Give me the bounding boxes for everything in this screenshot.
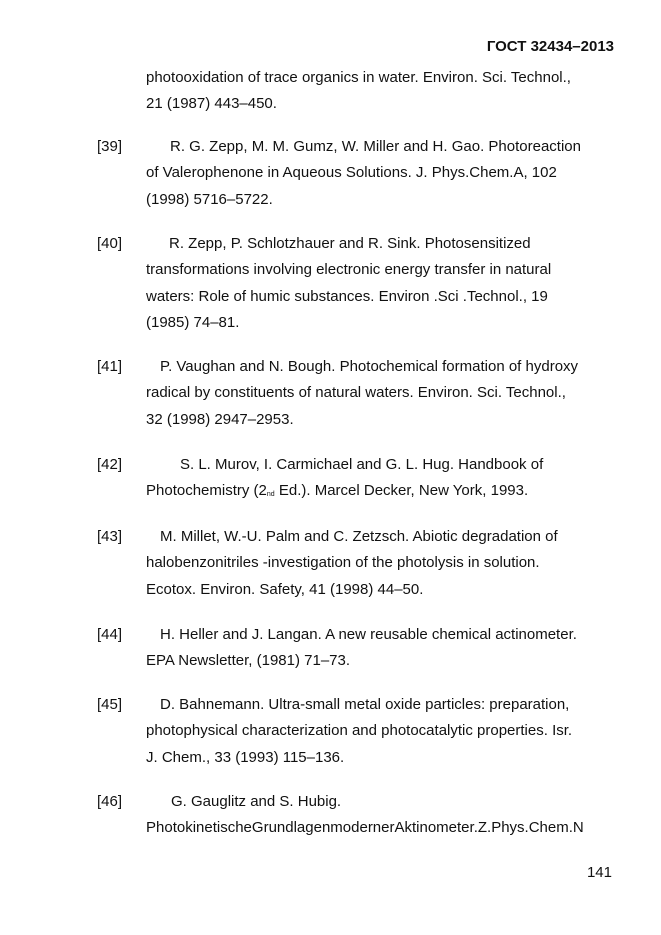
reference-number: [41] xyxy=(97,358,123,375)
text-line: 21 (1987) 443–450. xyxy=(146,95,277,113)
text-line: (1998) 5716–5722. xyxy=(146,190,273,208)
text-line: H. Heller and J. Langan. A new reusable chemical actinometer. xyxy=(160,626,577,643)
text-line: Ecotox. Environ. Safety, 41 (1998) 44–50. xyxy=(146,580,424,598)
text-fragment: Ed.). Marcel Decker, New York, 1993. xyxy=(274,482,529,500)
ordinal-suffix: nd xyxy=(266,491,275,499)
text-line: M. Millet, W.-U. Palm and C. Zetzsch. Abiotic degradation of xyxy=(160,528,558,545)
text-line: radical by constituents of natural waters. Environ. Sci. Technol., xyxy=(146,384,566,402)
text-line: R. G. Zepp, M. M. Gumz, W. Miller and H. Gao. Photoreaction xyxy=(170,138,581,155)
reference-number: [39] xyxy=(97,138,123,155)
text-line: 32 (1998) 2947–2953. xyxy=(146,410,294,428)
text-line: waters: Role of humic substances. Environ .Sci .Technol., 19 xyxy=(146,287,548,305)
text-fragment: Photochemistry (2 xyxy=(146,482,267,500)
text-line xyxy=(146,478,616,508)
reference-number: [44] xyxy=(97,626,123,643)
text-line: R. Zepp, P. Schlotzhauer and R. Sink. Photosensitized xyxy=(169,235,531,252)
document-standard-header: ГОСТ 32434–2013 xyxy=(486,38,614,55)
reference-number: [40] xyxy=(97,235,123,252)
text-line: D. Bahnemann. Ultra-small metal oxide particles: preparation, xyxy=(160,696,570,713)
text-line: G. Gauglitz and S. Hubig. xyxy=(171,793,342,810)
text-line: (1985) 74–81. xyxy=(146,314,240,332)
text-line: PhotokinetischeGrundlagenmodernerAktinometer.Z.Phys.Chem.N xyxy=(146,819,584,837)
text-line: photophysical characterization and photocatalytic properties. Isr. xyxy=(146,722,573,740)
text-line: EPA Newsletter, (1981) 71–73. xyxy=(146,652,351,670)
reference-number: [46] xyxy=(97,793,123,810)
text-line: halobenzonitriles -investigation of the photolysis in solution. xyxy=(146,554,540,572)
reference-number: [45] xyxy=(97,696,123,713)
reference-number: [42] xyxy=(97,456,123,473)
reference-number: [43] xyxy=(97,528,123,545)
text-line: of Valerophenone in Aqueous Solutions. J. Phys.Chem.A, 102 xyxy=(146,164,557,182)
page-number: 141 xyxy=(586,864,612,881)
text-line: J. Chem., 33 (1993) 115–136. xyxy=(146,748,345,766)
text-line: P. Vaughan and N. Bough. Photochemical formation of hydroxy xyxy=(160,358,579,375)
text-line: photooxidation of trace organics in water. Environ. Sci. Technol., xyxy=(146,69,571,86)
text-line: S. L. Murov, I. Carmichael and G. L. Hug. Handbook of xyxy=(180,456,544,473)
text-line: transformations involving electronic energy transfer in natural xyxy=(146,261,552,279)
